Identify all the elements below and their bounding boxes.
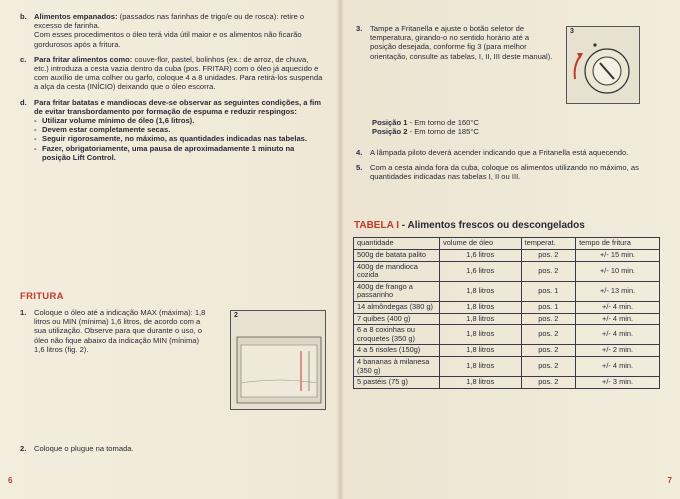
table-row bbox=[354, 377, 660, 389]
fritura-step-2 bbox=[20, 444, 320, 459]
item-marker: d. bbox=[20, 97, 27, 107]
item-text: (passados nas farinhas de trigo/e ou de rosca): retire o excesso de farinha. bbox=[34, 12, 305, 31]
header-volume: volume de óleo bbox=[440, 238, 522, 250]
right-steps-4-5 bbox=[356, 148, 656, 188]
page-number-left: 6 bbox=[8, 476, 13, 485]
left-instructions bbox=[20, 12, 324, 168]
table-header-row bbox=[354, 238, 660, 250]
cell-quantidade: 400g de mandioca cozida bbox=[354, 261, 440, 281]
dash-text: Seguir rigorosamente, no máximo, as quantidades indicadas nas tabelas. bbox=[42, 134, 308, 144]
figure-2 bbox=[230, 310, 326, 410]
dash-text: Devem estar completamente secas. bbox=[42, 125, 171, 135]
header-tempo: tempo de fritura bbox=[576, 238, 660, 250]
item-marker: 4. bbox=[356, 148, 363, 157]
cell-quantidade: 6 a 8 coxinhas ou croquetes (350 g) bbox=[354, 325, 440, 345]
right-step-3 bbox=[356, 24, 556, 67]
item-2 bbox=[20, 444, 320, 453]
cell-volume: 1,6 litros bbox=[440, 261, 522, 281]
item-marker: 3. bbox=[356, 24, 363, 33]
temperature-dial-icon bbox=[567, 27, 641, 105]
cell-temperat: pos. 1 bbox=[521, 281, 576, 301]
dash-item: - Fazer, obrigatoriamente, uma pausa de aproximadamente 1 minuto na posição Lift Control. bbox=[34, 144, 324, 162]
position-text: - Em torno de 160°C bbox=[409, 118, 479, 127]
fry-times-table bbox=[353, 237, 660, 389]
item-text: Com a cesta ainda fora da cuba, coloque os alimentos utilizando no máximo, as quantidades indicadas nas tabelas I, II ou III. bbox=[370, 163, 639, 182]
table-title-text: - Alimentos frescos ou descongelados bbox=[399, 220, 585, 231]
cell-temperat: pos. 1 bbox=[521, 301, 576, 313]
cell-tempo: +/- 3 min. bbox=[576, 377, 660, 389]
cell-volume: 1,8 litros bbox=[440, 356, 522, 376]
cell-temperat: pos. 2 bbox=[521, 313, 576, 325]
cell-volume: 1,8 litros bbox=[440, 301, 522, 313]
cell-tempo: +/- 4 min. bbox=[576, 356, 660, 376]
item-head: Para fritar alimentos como: bbox=[34, 54, 133, 64]
item-marker: 2. bbox=[20, 444, 27, 453]
item-3 bbox=[356, 24, 556, 61]
item-marker: 1. bbox=[20, 308, 27, 317]
dash-text: Utilizar volume mínimo de óleo (1,6 litros). bbox=[42, 116, 195, 126]
table-title-label: TABELA I bbox=[354, 220, 399, 231]
position-label: Posição 2 bbox=[372, 127, 408, 137]
position-1 bbox=[372, 118, 479, 127]
dash-item: - Seguir rigorosamente, no máximo, as quantidades indicadas nas tabelas. bbox=[34, 134, 308, 144]
table-row bbox=[354, 301, 660, 313]
position-2 bbox=[372, 127, 479, 136]
cell-quantidade: 5 pastéis (75 g) bbox=[354, 377, 440, 389]
position-label: Posição 1 bbox=[372, 118, 408, 127]
dash-item: - Devem estar completamente secas. bbox=[34, 125, 171, 135]
cell-volume: 1,6 litros bbox=[440, 250, 522, 262]
fryer-cuba-illustration bbox=[231, 311, 327, 411]
item-text: Coloque o plugue na tomada. bbox=[34, 444, 134, 453]
item-b bbox=[20, 12, 324, 49]
cell-temperat: pos. 2 bbox=[521, 250, 576, 262]
cell-quantidade: 7 quibes (400 g) bbox=[354, 313, 440, 325]
table-title bbox=[354, 220, 585, 231]
cell-tempo: +/- 15 min. bbox=[576, 250, 660, 262]
table-row bbox=[354, 250, 660, 262]
item-c bbox=[20, 55, 324, 92]
figure-number: 2 bbox=[234, 312, 238, 319]
item-marker: 5. bbox=[356, 163, 363, 173]
cell-quantidade: 400g de frango a passarinho bbox=[354, 281, 440, 301]
table-row bbox=[354, 345, 660, 357]
cell-volume: 1,8 litros bbox=[440, 345, 522, 357]
table-row bbox=[354, 356, 660, 376]
table-row bbox=[354, 281, 660, 301]
cell-quantidade: 14 almôndegas (380 g) bbox=[354, 301, 440, 313]
item-extra: Com esses procedimentos o óleo terá vida útil maior e os alimentos não ficarão gordurosos após a fritura. bbox=[34, 30, 302, 49]
positions-block bbox=[372, 118, 479, 136]
cell-quantidade: 4 bananas à milanesa (350 g) bbox=[354, 356, 440, 376]
item-head: Alimentos empanados: bbox=[34, 12, 118, 21]
cell-tempo: +/- 10 min. bbox=[576, 261, 660, 281]
figure-3 bbox=[566, 26, 640, 104]
book-gutter bbox=[336, 0, 344, 499]
table-row bbox=[354, 313, 660, 325]
item-1 bbox=[20, 308, 206, 354]
cell-volume: 1,8 litros bbox=[440, 377, 522, 389]
fritura-step-1 bbox=[20, 308, 206, 360]
dash-item: - Utilizar volume mínimo de óleo (1,6 litros). bbox=[34, 116, 195, 126]
cell-temperat: pos. 2 bbox=[521, 325, 576, 345]
page-number-right: 7 bbox=[667, 476, 672, 485]
cell-tempo: +/- 4 min. bbox=[576, 313, 660, 325]
item-text: Coloque o óleo até a indicação MAX (máxima): 1,8 litros ou MIN (mínima) 1,6 litros, de acordo com a sua utilização. Observe para que durante o uso, o óleo não fique abaixo da indicação MIN (mínima) 1,6 litros (fig. 2). bbox=[34, 308, 206, 354]
cell-tempo: +/- 13 min. bbox=[576, 281, 660, 301]
item-d bbox=[20, 98, 324, 162]
item-text: Tampe a Fritanella e ajuste o botão seletor de temperatura, girando-o no sentido horário até a posição desejada, conforme fig 3 (para melhor orientação, consulte as tabelas, I, II, III deste manual). bbox=[370, 24, 553, 61]
cell-tempo: +/- 4 min. bbox=[576, 325, 660, 345]
section-title-fritura: FRITURA bbox=[20, 291, 64, 302]
item-5 bbox=[356, 163, 656, 181]
item-text: couve-flor, pastel, bolinhos (ex.: de arroz, de chuva, etc.) introduza a cesta vazia dentro da cuba (pos. FRITAR) com o óleo já aquecido e com auxílio de uma colher ou garfo, coloque 4 a 8 unidades. Para retirá-los suspenda a alça da cesta (INÍCIO) deixando que o óleo escorra. bbox=[34, 54, 323, 92]
table-row bbox=[354, 261, 660, 281]
figure-number: 3 bbox=[570, 28, 574, 35]
cell-quantidade: 4 a 5 risoles (150g) bbox=[354, 345, 440, 357]
header-quantidade: quantidade bbox=[354, 238, 440, 250]
cell-quantidade: 500g de batata palito bbox=[354, 250, 440, 262]
position-text: - Em torno de 185°C bbox=[409, 127, 479, 137]
item-4 bbox=[356, 148, 656, 157]
cell-volume: 1,8 litros bbox=[440, 325, 522, 345]
cell-temperat: pos. 2 bbox=[521, 377, 576, 389]
cell-temperat: pos. 2 bbox=[521, 356, 576, 376]
item-head: Para fritar batatas e mandiocas deve-se observar as seguintes condições, a fim de evitar transbordamento por formação de espuma e reduzir respingos: bbox=[34, 97, 321, 116]
cell-volume: 1,8 litros bbox=[440, 281, 522, 301]
cell-temperat: pos. 2 bbox=[521, 345, 576, 357]
item-marker: c. bbox=[20, 54, 27, 64]
header-temperat: temperat. bbox=[521, 238, 576, 250]
cell-temperat: pos. 2 bbox=[521, 261, 576, 281]
item-marker: b. bbox=[20, 12, 27, 21]
cell-tempo: +/- 4 min. bbox=[576, 301, 660, 313]
cell-tempo: +/- 2 min. bbox=[576, 345, 660, 357]
dash-text: Fazer, obrigatoriamente, uma pausa de aproximadamente 1 minuto na posição Lift Control. bbox=[42, 143, 295, 162]
table-row bbox=[354, 325, 660, 345]
item-text: A lâmpada piloto deverá acender indicando que a Fritanella está aquecendo. bbox=[370, 148, 629, 157]
cell-volume: 1,8 litros bbox=[440, 313, 522, 325]
